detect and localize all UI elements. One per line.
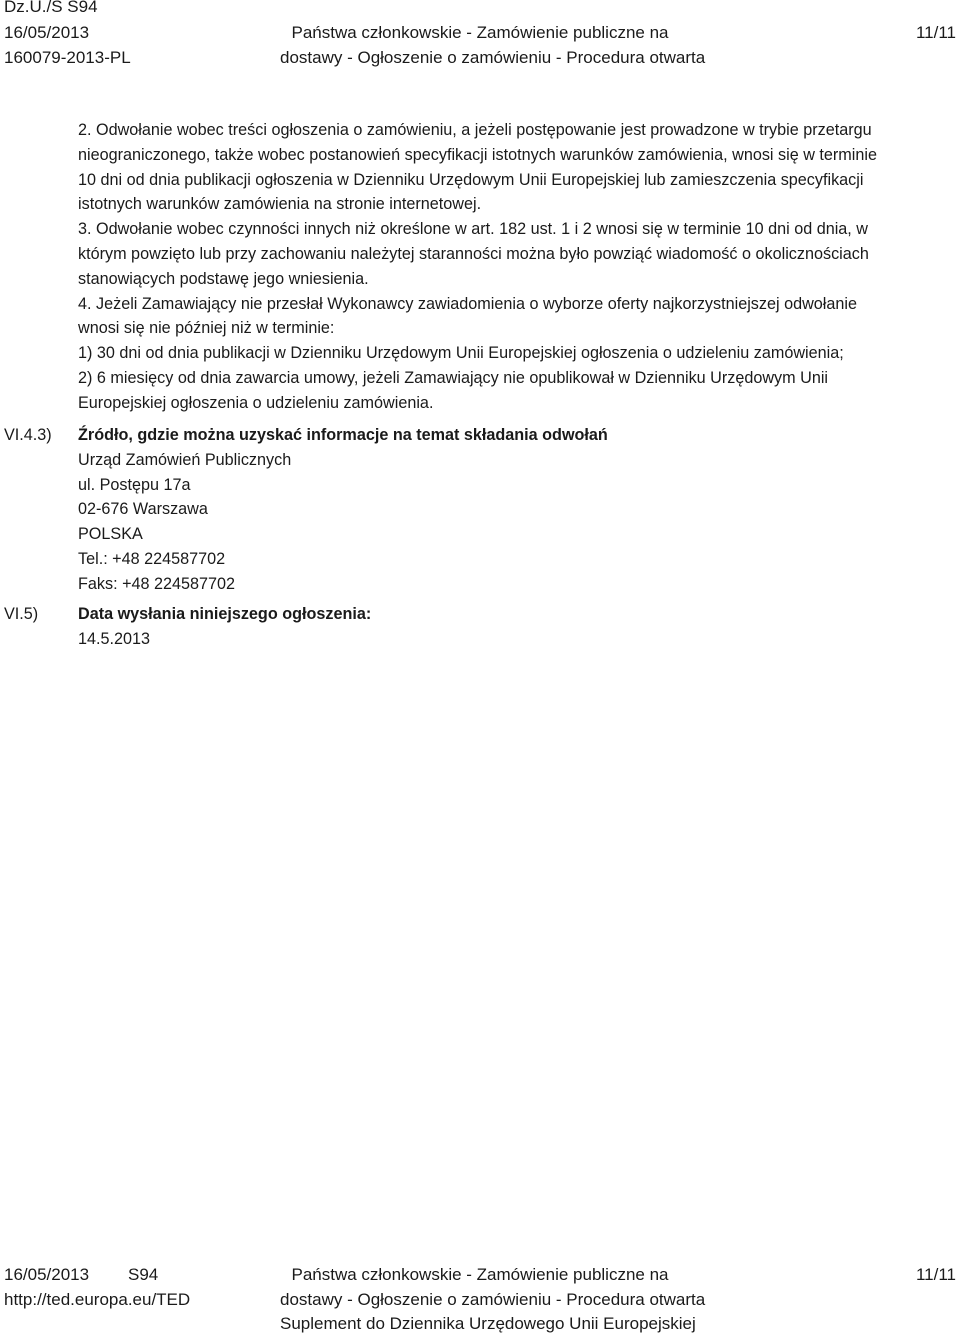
footer-title-line3: Suplement do Dziennika Urzędowego Unii Europejskiej: [280, 1314, 696, 1333]
header-title-line2: dostawy - Ogłoszenie o zamówieniu - Procedura otwarta: [280, 48, 706, 67]
section-number-vi43: VI.4.3): [4, 426, 52, 444]
header-journal: Dz.U./S S94: [4, 0, 98, 16]
header-notice-id: 160079-2013-PL: [4, 48, 131, 67]
street-address: ul. Postępu 17a: [78, 475, 191, 494]
footer-url[interactable]: http://ted.europa.eu/TED: [4, 1290, 191, 1309]
section-heading: Źródło, gdzie można uzyskać informacje na temat składania odwołań: [78, 426, 608, 444]
header-title-line1: Państwa członkowskie - Zamówienie publiczne na: [291, 23, 669, 42]
footer-title-line2: dostawy - Ogłoszenie o zamówieniu - Procedura otwarta: [280, 1290, 706, 1309]
text-line: 10 dni od dnia publikacji ogłoszenia w Dzienniku Urzędowym Unii Europejskiej lub zamieszczenia specyfikacji: [78, 170, 864, 189]
country: POLSKA: [78, 525, 143, 544]
telephone: Tel.: +48 224587702: [78, 549, 226, 568]
text-line: 2) 6 miesięcy od dnia zawarcia umowy, jeżeli Zamawiający nie opublikował w Dzienniku Urzędowym Unii: [78, 368, 829, 387]
text-line: Europejskiej ogłoszenia o udzieleniu zamówienia.: [78, 393, 434, 412]
text-line: 1) 30 dni od dnia publikacji w Dzienniku Urzędowym Unii Europejskiej ogłoszenia o udzieleniu zamówienia;: [78, 344, 844, 363]
organization-name: Urząd Zamówień Publicznych: [78, 450, 292, 469]
text-line: 4. Jeżeli Zamawiający nie przesłał Wykonawcy zawiadomienia o wyborze oferty najkorzystniejszej odwołanie: [78, 294, 857, 313]
section-number-vi5: VI.5): [4, 605, 39, 623]
footer-date: 16/05/2013: [4, 1265, 90, 1284]
city-address: 02-676 Warszawa: [78, 500, 208, 519]
text-line: 3. Odwołanie wobec czynności innych niż określone w art. 182 ust. 1 i 2 wnosi się w terminie 10 dni od dnia, w: [78, 220, 868, 239]
footer-title-line1: Państwa członkowskie - Zamówienie publiczne na: [291, 1265, 669, 1284]
text-line: wnosi się nie później niż w terminie:: [78, 319, 335, 338]
text-line: nieograniczonego, także wobec postanowień specyfikacji istotnych warunków zamówienia, wnosi się w terminie: [78, 145, 877, 164]
section-heading: Data wysłania niniejszego ogłoszenia:: [78, 605, 372, 623]
dispatch-date: 14.5.2013: [78, 629, 151, 648]
footer-issue: S94: [128, 1265, 159, 1284]
text-line: 2. Odwołanie wobec treści ogłoszenia o zamówieniu, a jeżeli postępowanie jest prowadzone w trybie przetargu: [78, 121, 872, 139]
header-date: 16/05/2013: [4, 23, 90, 42]
header-page-number: 11/11: [915, 23, 956, 42]
appeal-procedure-text: [78, 118, 877, 416]
fax: Faks: +48 224587702: [78, 574, 236, 593]
text-line: istotnych warunków zamówienia na stronie internetowej.: [78, 195, 482, 214]
text-line: którym powzięto lub przy zachowaniu należytej staranności można było powziąć wiadomość o okolicznościach: [78, 244, 869, 263]
text-line: stanowiących podstawę jego wniesienia.: [78, 269, 369, 288]
section-vi43-content: [78, 423, 608, 597]
section-vi5-content: [78, 602, 371, 652]
footer-page-number: 11/11: [915, 1265, 956, 1284]
